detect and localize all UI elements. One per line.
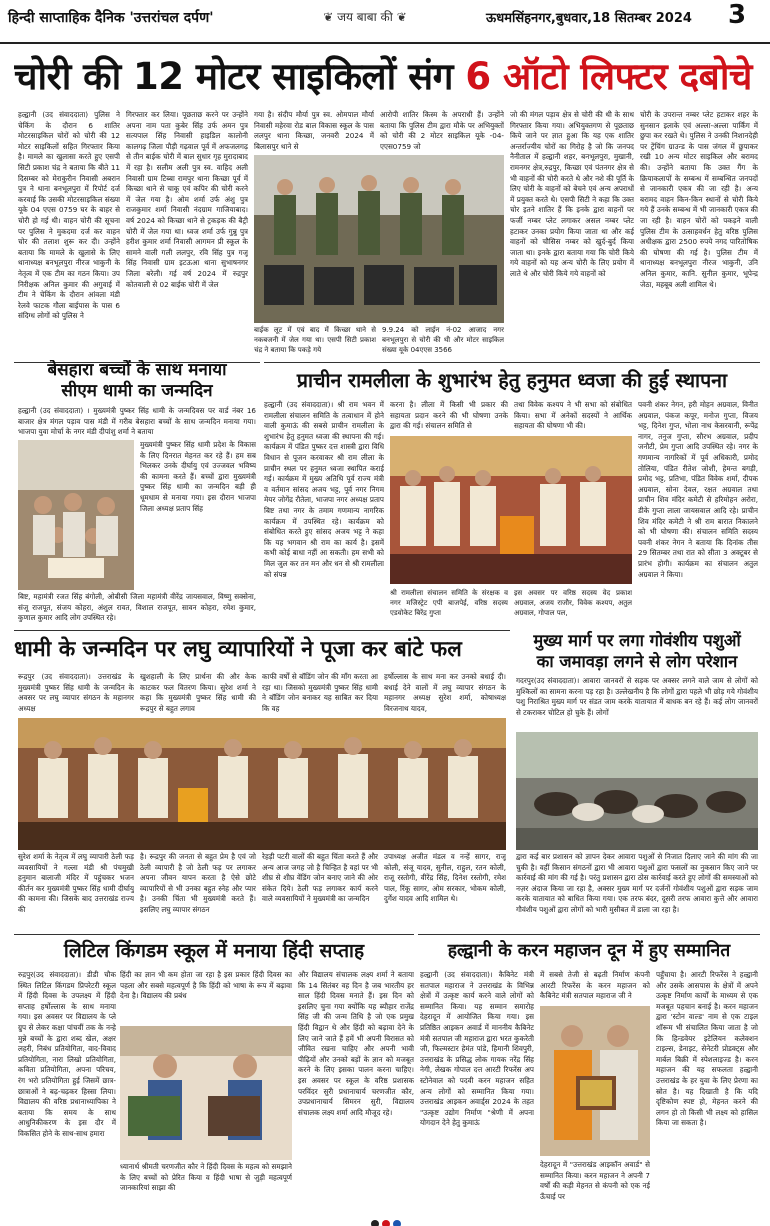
tagline-box — [290, 8, 440, 30]
story3-col-3-top: तथा विवेक कश्यप ने भी सभा को संबोधित किया। सभा में अनेकों सदस्यों ने आर्थिक सहायता की घोषणा भी की। — [514, 400, 632, 431]
lead-col-5: जो की मंगल पड़ाव क्षेत्र से चोरी की थी के साथ गिरफ्तार किया गया। अभियुक्तगण से पूछताछ किये जाने पर ज्ञात हुआ कि यह एक शातिर अन्तर्राज्यीय चोरों का गिरोह है जो कि जनपद नैनीताल में हल्द्वानी शहर, बनभूलपुरा, मुखानी, रामनगर क्षेत्र,रुद्रपुर, किच्छा एवं पंतनगर क्षेत्र से भी वाहनों की चोरी करते थे और नशे की पूर्ति के लिए चोरी के वाहनों को बेचने एवं अन्य अपराधों में प्रयुक्त करते थे। एसपी सिटी ने कहा कि उक्त चोर इतने शातिर हैं कि इनके द्वारा वाहनों पर फर्जी नम्बर प्लेट लगाकर असल नम्बर प्लेट हटाकर उनका प्रयोग किया जाता था और कई वाहनों को चौसिस नम्बर को खुर्द-बुर्द किया जाता था। इनके द्वारा बताया गया कि चोरी किये गये वाहनों को यह अन्य चोरी के लिए प्रयोग में लाते थे और चोरी किये गये वाहनों को — [510, 110, 634, 278]
registration-mark-icon — [370, 1219, 402, 1226]
story3-col-4: पवनी शंकर नेगन, हरी मोहन अग्रवाल, विनीत अग्रवाल, पंकज कपूर, मनोज गुप्ता, विजय भट्ट, दिनेश गुप्त, भोला नाथ केसरवानी, रूपेंद्र नागर, तनुज गुप्ता, सौरभ अग्रवाल, प्रदीप जनौटी, प्रेम गुप्ता आदि उपस्थित रहे। नगर के गणमान्य नागरिकों में पूर्व अधिकारी, प्रमोद तोलिया, पंडित रीतेश जोशी, हेमन्त बगड़ी, प्रमोद भट्ट, प्रतिभा, पंडित विवेक शर्मा, दीपक अग्रवाल, सोना देवल, रक्षत अग्रवाल तथा प्राचीन शिव मंदिर कमेटी से हरिमोहन अरोरा, डीके गुप्ता लाला जायसवाल आदि रहे। प्राचीन शिव मंदिर कमेटी ने श्री राम बारात निकालने को भी घोषणा की। संचालन समिति सदस्य पवनी शंकर नेगन ने बताया कि दिनांक तीस 29 सितम्बर तथा रात को सीता 3 अक्टूबर से प्रारंभ होगी। कार्यक्रम का संचालन अतुल अग्रवाल ने किया। — [638, 400, 758, 579]
story7-col-2-bottom: देहरादून में "उत्तराखंड आइकॉन अवार्ड" से सम्मानित किया। करन महाजन ने अपनी 7 वर्षों की कड़ी मेहनत से कंपनी को एक नई ऊँचाई पर — [540, 1160, 650, 1201]
story3-col-2-top: करना है। लीला में किसी भी प्रकार की सहायता प्रदान करने की भी घोषणा उनके द्वारा की गई। संचालन समिति से — [390, 400, 508, 431]
flourish-icon: ❦ — [323, 10, 338, 24]
award-photo-art — [540, 1006, 650, 1156]
hindi-week-students-photo — [120, 1026, 292, 1160]
story4-bottom-2: है। रूद्रपुर की जनता से बहुत प्रेम है एवं जो ठेली व्यापारी है जो ठेली फड़ पर लगाकर अपना जीवन यापन करता है ऐसे छोटे व्यापारियों से भी उनका बहुत स्नेह और प्यार है। उनकी चिंता भी मुख्यमंत्री करते हैं। इसलिए लघु व्यापार संगठन — [140, 852, 256, 914]
story4-col-4: हर्षोल्लास के साथ मना कर उनको बधाई दी। बधाई देने वालों में लघु व्यापार संगठन के महानगर अध्यक्ष सुरेश शर्मा, कोषाध्यक्ष विरजनाथ यादव, — [384, 672, 506, 713]
divider — [264, 362, 760, 363]
lead-col-6: चोरी के उपरान्त नम्बर प्लेट हटाकर शहर के सुनसान इलाके एवं अल्ला-अल्ला पार्किंग में छुपा कर रखते थे। पुलिस ने उनकी निशानदेही पर ट्रेंचिंग ग्राउन्ड के पास जंगल में छुपाकर रखी 10 अन्य मोटर साइकिल और बरामद की। उन्होंने बताया कि उक्त गैंग के क्रियाकलापों के सम्बन्ध में सम्बन्धित जनपदों से जानकारी एकत्र की जा रही है। अन्य बरामद वाहन किन-किन स्थानों से चोरी किये गये हैं उनके सम्बन्ध में भी जानकारी एकत्र की जा रही है। वाहन चोरों को पकड़ने वाली पुलिस टीम के उत्साहवर्धन हेतु वरिष्ठ पुलिस अधीक्षक द्वारा 2500 रुपये नगद पारितोषिक की घोषणा की गई है। पुलिस टीम में थानाध्यक्ष बनभूलपुरा नीरज भाकुनी, उनि अनिल कुमार, कानि. सुनील कुमार, भूपेन्द्र जेठा, महबूब अली शामिल थे। — [640, 110, 758, 289]
ramlila-caption-right: इस अवसर पर वरिष्ठ सदस्य वेद प्रकाश अग्रवाल, अजय राजौर, विवेक कश्यप, अतुल अग्रवाल, गोपाल पल, — [514, 589, 632, 617]
lead-col-1: हल्द्वानी (उद संवाददाता) पुलिस ने चेकिंग के दौरान 6 शातिर मोटरसाइकिल चोरों को चोरी की 12 मोटर साइकिलों सहित गिरफ्तार किया है। मामले का खुलासा करते हुए एसपी सिटी प्रकाश चंद्र ने बताया कि बीते 11 दिसम्बर को मेराकुरीन निवासी अबरान पुत्र ने थाना बनभूलपुरा में रिपोर्ट दर्ज करवाई कि उसकी मोटरसाइकिल संख्या यूके 04 एएस 0759 घर के बाहर से चोरी हो गई थी। वाहन चोरी की सूचना पर पुलिस ने मुकदमा दर्ज कर वाहन चोर की तलाश शुरू कर दी। उन्होंने बताया कि मामले के खुलासे के लिए थानाध्यक्ष बनभूलपुरा नीरज भाकुनी के नेतृत्व में एक टीम का गठन किया। उप निरीक्षक अनिल कुमार की अगुवाई में टीम ने चेकिंग के दौरान आंवला मंडी रेलवे फाटक गौला बाईपास के पास 6 संदिग्ध लोगों को पुलिस ने — [18, 110, 120, 321]
story6-col-2-top: हिंदी का ज्ञान भी कम होता जा रहा है इस प्रकार हिंदी दिवस का पहला और सबसे महत्वपूर्ण है कि हिंदी को भाषा के रूप में बढ़ावा देना है। विद्यालय की प्रबंध — [120, 970, 292, 1001]
award-ceremony-photo — [540, 1006, 650, 1156]
story6-col-3: और विद्यालय संचालक लक्ष्य शर्मा ने बताया कि 14 सितंबर वह दिन है जब भारतीय हर साल हिंदी दिवस मनाते हैं। इस दिन को इसलिए चुना गया क्योंकि यह ब्यौहार राजेंद्र सिंह जी की जन्म तिथि है जो एक प्रमुख हिंदी विद्वान थे और हिंदी को बढ़ावा देने के लिए जाने जाते हैं हमें भी अपनी विरासत को जीवित रखना चाहिए और अपनी भावी पीढ़ियों और उनको बड़ों के ज्ञान को मजबूत करने के लिए इसका पालन करना चाहिए। इस अवसर पर स्कूल के वरिष्ठ प्रशासक परविंदर सुरी प्रधानाचार्य चरणजीत कौर, उपप्रधानाचार्य सिमरन सुरी, विद्यालय संचालक लक्ष्य शर्मा आदि मौजूद रहे। — [298, 970, 414, 1117]
lead-headline-red: 6 ऑटो लिफ्टर दबोचे — [465, 55, 752, 98]
story3-col-1: हल्द्वानी (उद संवाददाता)। श्री राम भवन में रामलीला संचालन समिति के तत्वाधान में होने वाली कुमाऊं की सबसे प्राचीन रामलीला के शुभारंभ हेतु हनुमत ध्वजा की स्थापना की गई। कार्यक्रम में पंडित पुष्कर दत्त शास्त्री द्वारा विधि विधान से पूजन करवाकर श्री राम लीला के प्राचीन स्थल पर हनुमत ध्वजा स्थापित कराई गई। कार्यक्रम में मुख्य अतिथि पूर्व राज्य मंत्री व वर्तमान सांसद अजय भट्ट, पूर्व नगर निगम मेयर जोगेंद्र रौतेला, भाजपा नगर अध्यक्ष प्रताप बिष्ट तथा नगर के तमाम गणमान्य नागरिक कार्यक्रम में उपस्थित रहे। कार्यक्रम को संबोधित करते हुए सांसद अजय भट्ट ने कहा कि यह भगवान श्री राम का कार्य है। इसमें कभी कोई बाधा नहीं आ सकती। हम सभी को मिल जुल कर तन मन और धन से श्री रामलीला को संपन्न — [264, 400, 384, 579]
story5-bottom: द्वारा कई बार प्रशासन को ज्ञापन देकर आवारा पशुओं से निजात दिलाए जाने की मांग की जा चुकी है। वहीं किसान संगठनों द्वारा भी आवारा पशुओं द्वारा फसलों का नुकसान किए जाने पर कार्रवाई की मांग की गई है। परंतु प्रशासन द्वारा ठोस कार्रवाई करते हुए लोगों की समस्याओं को नज़र अंदाज किया जा रहा है, अक्सर मुख्य मार्ग पर दर्जनों गोवंशीय पशुओं द्वारा सड़क जाम करके यातायात को बाधित किया गया। एक तरफ बंदर, दूसरी तरफ आवारा कुत्ते और आवारा गौवंशीय पशुओं द्वारा लोगों को भारी मुसीबत में डाला जा रहा है। — [516, 852, 758, 914]
cattle-photo-art — [516, 732, 758, 850]
story4-col-2: खुशहाली के लिए प्रार्थना की और केक काटकर फल वितरण किया। सुरेश शर्मा ने कहा कि मुख्यमंत्री पुष्कर सिंह धामी की रूद्रपुर से बहुत लगाव — [140, 672, 256, 713]
lead-col-2: गिरफ्तार कर लिया। पूछताछ करने पर उन्होंने अपना नाम पता कुबेर सिंह उर्फ अमन पुत्र सत्यपाल सिंह निवासी हाइडिल कालोनी कालगढ़ जिला पौड़ी गढ़वाल पूर्व में अफजलगढ़ से तीन बाईक चोरी में बाल सुधार गृह मुरादाबाद में रहा है। सलीम अली पुत्र स्व. वाहिद अली निवासी ग्राम टिब्बा रामपुर थाना किच्छा पूर्व में किच्छा थाने से चाकू एवं कपिर की चोरी करने में जेल गया है। ओम शर्मा उर्फ अंशु पुत्र राजकुमार शर्मा निवासी नंदग्राम गाजियाबाद। वर्ष 2024 को किच्छा थाने से ट्रकड़क की बैट्री चोरी में जेल गया था। ध्वज शर्मा उर्फ गुन्नु पुत्र हरीश कुमार शर्मा निवासी आगमन प्री स्कूल के सामने वाली गली ललपुर, रवि सिंह पुत्र गजू सिंह निवासी ग्राम इटऊआ थाना सुभाषनगर जिला बरेली। गई वर्ष 2024 में रुद्रपुर कोतवाली से 02 बाईक चोरी में जेल — [126, 110, 248, 289]
story6-headline: लिटिल किंगडम स्कूल में मनाया हिंदी सप्ताह — [63, 940, 365, 962]
story2-headline — [14, 360, 260, 404]
story6-col-1: रुद्रपुर(उद संवाददाता)। डीडी चौक स्थित लिटिल किंगडम प्रिपरेटरी स्कूल में हिंदी दिवस के उपलक्ष्य में हिंदी सप्ताह हर्षोल्लास के साथ मनाया गया। इस अवसर पर विद्यालय के प्ले ग्रुप से लेकर कक्षा पांचवीं तक के नन्हे मुन्ने बच्चों के द्वारा शब्द खेल, अक्षर लहरी, निबंध प्रतियोगिता, वाद-विवाद प्रतियोगिता, नारा लिखो प्रतियोगिता, कविता प्रतियोगिता, अपना परिचय, रंग भरो प्रतियोगिता हुई जिसमें छात्र-छात्राओं ने बढ़-चढ़कर हिस्सा लिया। विद्यालय की वरिष्ठ प्रधानाध्यापिका ने बताया कि समय के साथ आधुनिकीकरण के इस दौर में विकसित होने के साथ-साथ हमारा — [18, 970, 116, 1138]
story2-headline-line1: बेसहारा बच्चों के साथ मनाया — [47, 360, 227, 380]
ramlila-caption-left: श्री रामलीला संचालन समिति के संरक्षक व नगर मजिस्ट्रेट एपी बाजपेई, वरिष्ठ सदस्य एडवोकेट बिरेंद्र गुप्ता — [390, 589, 508, 617]
tagline: जय बाबा की — [337, 10, 393, 24]
police-team-photo — [254, 155, 504, 323]
students-photo-art — [120, 1026, 292, 1160]
story5-headline-line2: का जमावड़ा लगने से लोग परेशान — [536, 652, 738, 671]
traders-puja-photo — [18, 718, 506, 850]
story5-headline — [514, 630, 760, 674]
dateline: ऊधमसिंहनगर,बुधवार,18 सितम्बर 2024 — [486, 11, 692, 26]
story3-headline: प्राचीन रामलीला के शुभारंभ हेतु हनुमत ध्वजा की हुई स्थापना — [296, 369, 728, 392]
page-number: 3 — [728, 0, 747, 30]
story7-col-2-top: में सबसे तेजी से बढ़ती निर्माण कंपनी आरटी रिफरेंस के करन महाजन को कैबिनेट मंत्री सतपाल महाराज जी ने — [540, 970, 650, 1001]
flourish-icon: ❦ — [392, 10, 407, 24]
stray-cattle-photo — [516, 732, 758, 850]
children-photo-art — [18, 440, 134, 590]
police-team-photo-art — [254, 155, 504, 323]
story7-headline: हल्द्वानी के करन महाजन दून में हुए सम्मानित — [447, 941, 731, 961]
ramlila-flag-photo — [390, 436, 632, 584]
lead-headline — [14, 48, 759, 106]
lead-headline-black: चोरी की 12 मोटर साइकिलों संग — [14, 55, 466, 98]
story2-intro: हल्द्वानी (उद संवाददाता) । मुख्यमंत्री पुष्कर सिंह धामी के जन्मदिवस पर वार्ड नंबर 16 बाजार क्षेत्र मंगल पड़ाव पास मंडी में गरीब बेसहारा बच्चों के साथ जन्मदिन मनाया गया। भाजपा युवा मोर्चा के नगर मंडी दीपांशु शर्मा ने बताया — [18, 406, 256, 437]
story7-col-1: हल्द्वानी (उद संवाददाता)। कैबिनेट मंत्री सतपाल महाराज ने उत्तराखंड के विभिन्न क्षेत्रों में उत्कृष्ट कार्य करने वाले लोगों को सम्मानित किया। यह सम्मान समारोह देहरादून में आयोजित किया गया। इस प्रतिष्ठित आइकन अवार्ड में माननीय कैबिनेट मंत्री सतपाल जी महाराज द्वारा भरत कुकरेती जी, फिल्मस्टार हेमंत पांडे, हिमानी शिवपुरी, उत्तराखंड के प्रसिद्ध लोक गायक नरेंद्र सिंह नेगी, लेखक गोपाल दत्त आरटी रिफरेंस अप स्टोनेवाल को पदवी करन महाजन सहित अन्य लोगों को सम्मानित किया गया। उत्तराखंड आइकन अवार्ड्स 2024 के तहत "उत्कृष्ट उद्योग निर्माण "श्रेणी में अपना योगदान देने हेतु कुमाऊं — [420, 970, 534, 1128]
police-photo-caption: बाईक लूट में एवं बाद में किच्छा थाने से नकबजनी में जेल गया था। एसपी सिटी प्रकाश चंद्र ने बताया कि पकड़े गये — [254, 326, 376, 354]
story4-col-1: रूद्रपुर (उद संवाददाता)। उत्तराखंड के मुख्यमंत्री पुष्कर सिंह धामी के जन्मदिन के अवसर पर लघु व्यापार संगठन के महानगर अध्यक्ष — [18, 672, 134, 713]
traders-photo-art — [18, 718, 506, 850]
story7-col-3: पहुँचाया है। आरटी रिफरेंस ने हल्द्वानी और उसके आसपास के क्षेत्रों में अपने उत्कृष्ट निर्माण कार्यों के माध्यम से एक मजबूत पहचान बनाई है। करन महाजन द्वारा 'स्टोन वाल्ड' नाम से एक टाइल शॉरूम भी संचालित किया जाता है जो कि हिन्डवेयर इटेलियन कलेक्शन टाइल्स, डेनाइट, सेनेटरी प्रोडक्ट्स और मार्बल बिक्री में स्पेशलाइज्ड है। करन महाजन की यह सफलता हल्द्वानी उत्तराखंड के हर युवा के लिए प्रेरणा का स्रोत है। यह दिखाती है कि यदि दृष्टिकोण स्पष्ट हो, मेहनत करने की लगन हो तो किसी भी लक्ष्य को हासिल किया जा सकता है। — [656, 970, 758, 1128]
cm-birthday-children-photo — [18, 440, 134, 590]
masthead — [0, 0, 770, 44]
story2-bottom: बिष्ट, महामंत्री रजत सिंह बंगोली, ओबीसी जिला महामंत्री वीरेंद्र जायसवाल, विष्णु सक्सेना, संजू राजपूत, संजय कोहरा, अंशुल रावत, विशाल राजपूत, सावन कोहरा, रमेश कुमार, कुणाल कुमार आदि लोग उपस्थित रहे। — [18, 592, 256, 623]
story4-bottom-1: सुरेश शर्मा के नेतृत्व में लघु व्यापारी ठेली फड़ व्यवसायियों ने गल्ला मंडी श्री पंचमुखी हनुमान बालाजी मंदिर में पहुंचकर भजन कीर्तन कर मुख्यमंत्री पुष्कर सिंह धामी दीर्घायु की कामना की। जिसके बाद उत्तराखंड राज्य की — [18, 852, 134, 914]
story4-bottom-3: रेहड़ी पटरी वालों की बहुत चिंता करते हैं और अन्य आज जगह जो है चिन्हित है वहां पर भी शीघ्र से शीघ्र वेंडिंग जोन बनाए जाने की ओर संकेत दिये। ठेली फड़ लगाकर कार्य करने वाले व्यवसायियों ने मुख्यमंत्री का जन्मदिन — [262, 852, 378, 904]
story5-intro: गदरपुर(उद संवाददाता)। आवारा जानवरों से सड़क पर अक्सर लगने वाले जाम से लोगों को मुश्किलों का सामना करना पड़ रहा है। उल्लेखनीय है कि लोगों द्वारा पहले भी छोड़ गये गोवंशीय पशु निराश्रित मुख्य मार्ग पर संडत जाम करके यातायात में बाधक बन रहे हैं। कई लोग जानवरों से टकराकर चोटिल हो चुके हैं। लोगों — [516, 676, 758, 717]
story4-headline: धामी के जन्मदिन पर लघु व्यापारियों ने पूजा कर बांटे फल — [14, 637, 462, 662]
lead-col-4-top: आरोपी शातिर किस्म के अपराधी हैं। उन्होंने बताया कि पुलिस टीम द्वारा मौके पर अभियुक्तों को चोरी की 2 मोटर साइकिल यूके -04- एएस0759 जो — [380, 110, 504, 151]
story2-side: मुख्यमंत्री पुष्कर सिंह धामी प्रदेश के विकास के लिए दिनरात मेहनत कर रहे हैं। हम सब भिलकर उनके दीर्घायु एवं उज्जवल भविष्य की कामना करते हैं। बच्चों द्वारा मुख्यमंत्री पुष्कर सिंह धामी का जन्मदिन बड़ी ही धूमधाम से मनाया गया। इस दौरान भाजपा जिला अध्यक्ष प्रताप सिंह — [140, 440, 256, 513]
story4-bottom-4: उपाध्यक्ष अजीत मंडल व नन्हें सागर, राजू कोली, संजू यादव, सुनील, राहुल, रतन कोली, राजू रस्तोगी, वीरेंद्र सिंह, दिनेश रस्तोगी, रमेश पाल, रिंकू सागर, ओम सरकार, भोकम कोली, दुर्गेश यादव आदि शामिल थे। — [384, 852, 506, 904]
lead-col-3-top: गया है। संदीप मौर्या पुत्र स्व. ओमपाल मौर्या निवासी महेरवा रोड बाल विकास स्कूल के पास ललपुर थाना किच्छा, जनवरी 2024 में बिलासपुर थाने से — [254, 110, 374, 151]
lead-col-4-bottom: 9.9.24 को लाईन नं-02 आजाद नगर बनभूलपुरा से चोरी की थी और मोटर साइकिल संख्या यूके 04एएस 3566 — [382, 326, 504, 354]
story2-headline-line2: सीएम धामी का जन्मदिन — [61, 381, 213, 401]
ramlila-photo-art — [390, 436, 632, 584]
story5-headline-line1: मुख्य मार्ग पर लगा गोवंशीय पशुओं — [533, 631, 741, 650]
story6-bottom-2: ध्यानार्थ श्रीमती चरणजीत कौर ने हिंदी दिवस के महत्व को समझाने के लिए बच्चों को प्रेरित किया व हिंदी भाषा से जुड़ी महत्वपूर्ण जानकारियां साझा की — [120, 1162, 292, 1193]
story4-col-3: काफी वर्षों से बॉडिंग जोन की माँग करता आ रहा था। जिसको मुख्यमंत्री पुष्कर सिंह धामी ने बॉडिंग जोन बनाकर यह साबित कर दिया कि वह — [262, 672, 378, 713]
footer-registration-marks — [370, 1214, 402, 1224]
paper-name: हिन्दी साप्ताहिक दैनिक 'उत्तरांचल दर्पण' — [8, 10, 214, 26]
